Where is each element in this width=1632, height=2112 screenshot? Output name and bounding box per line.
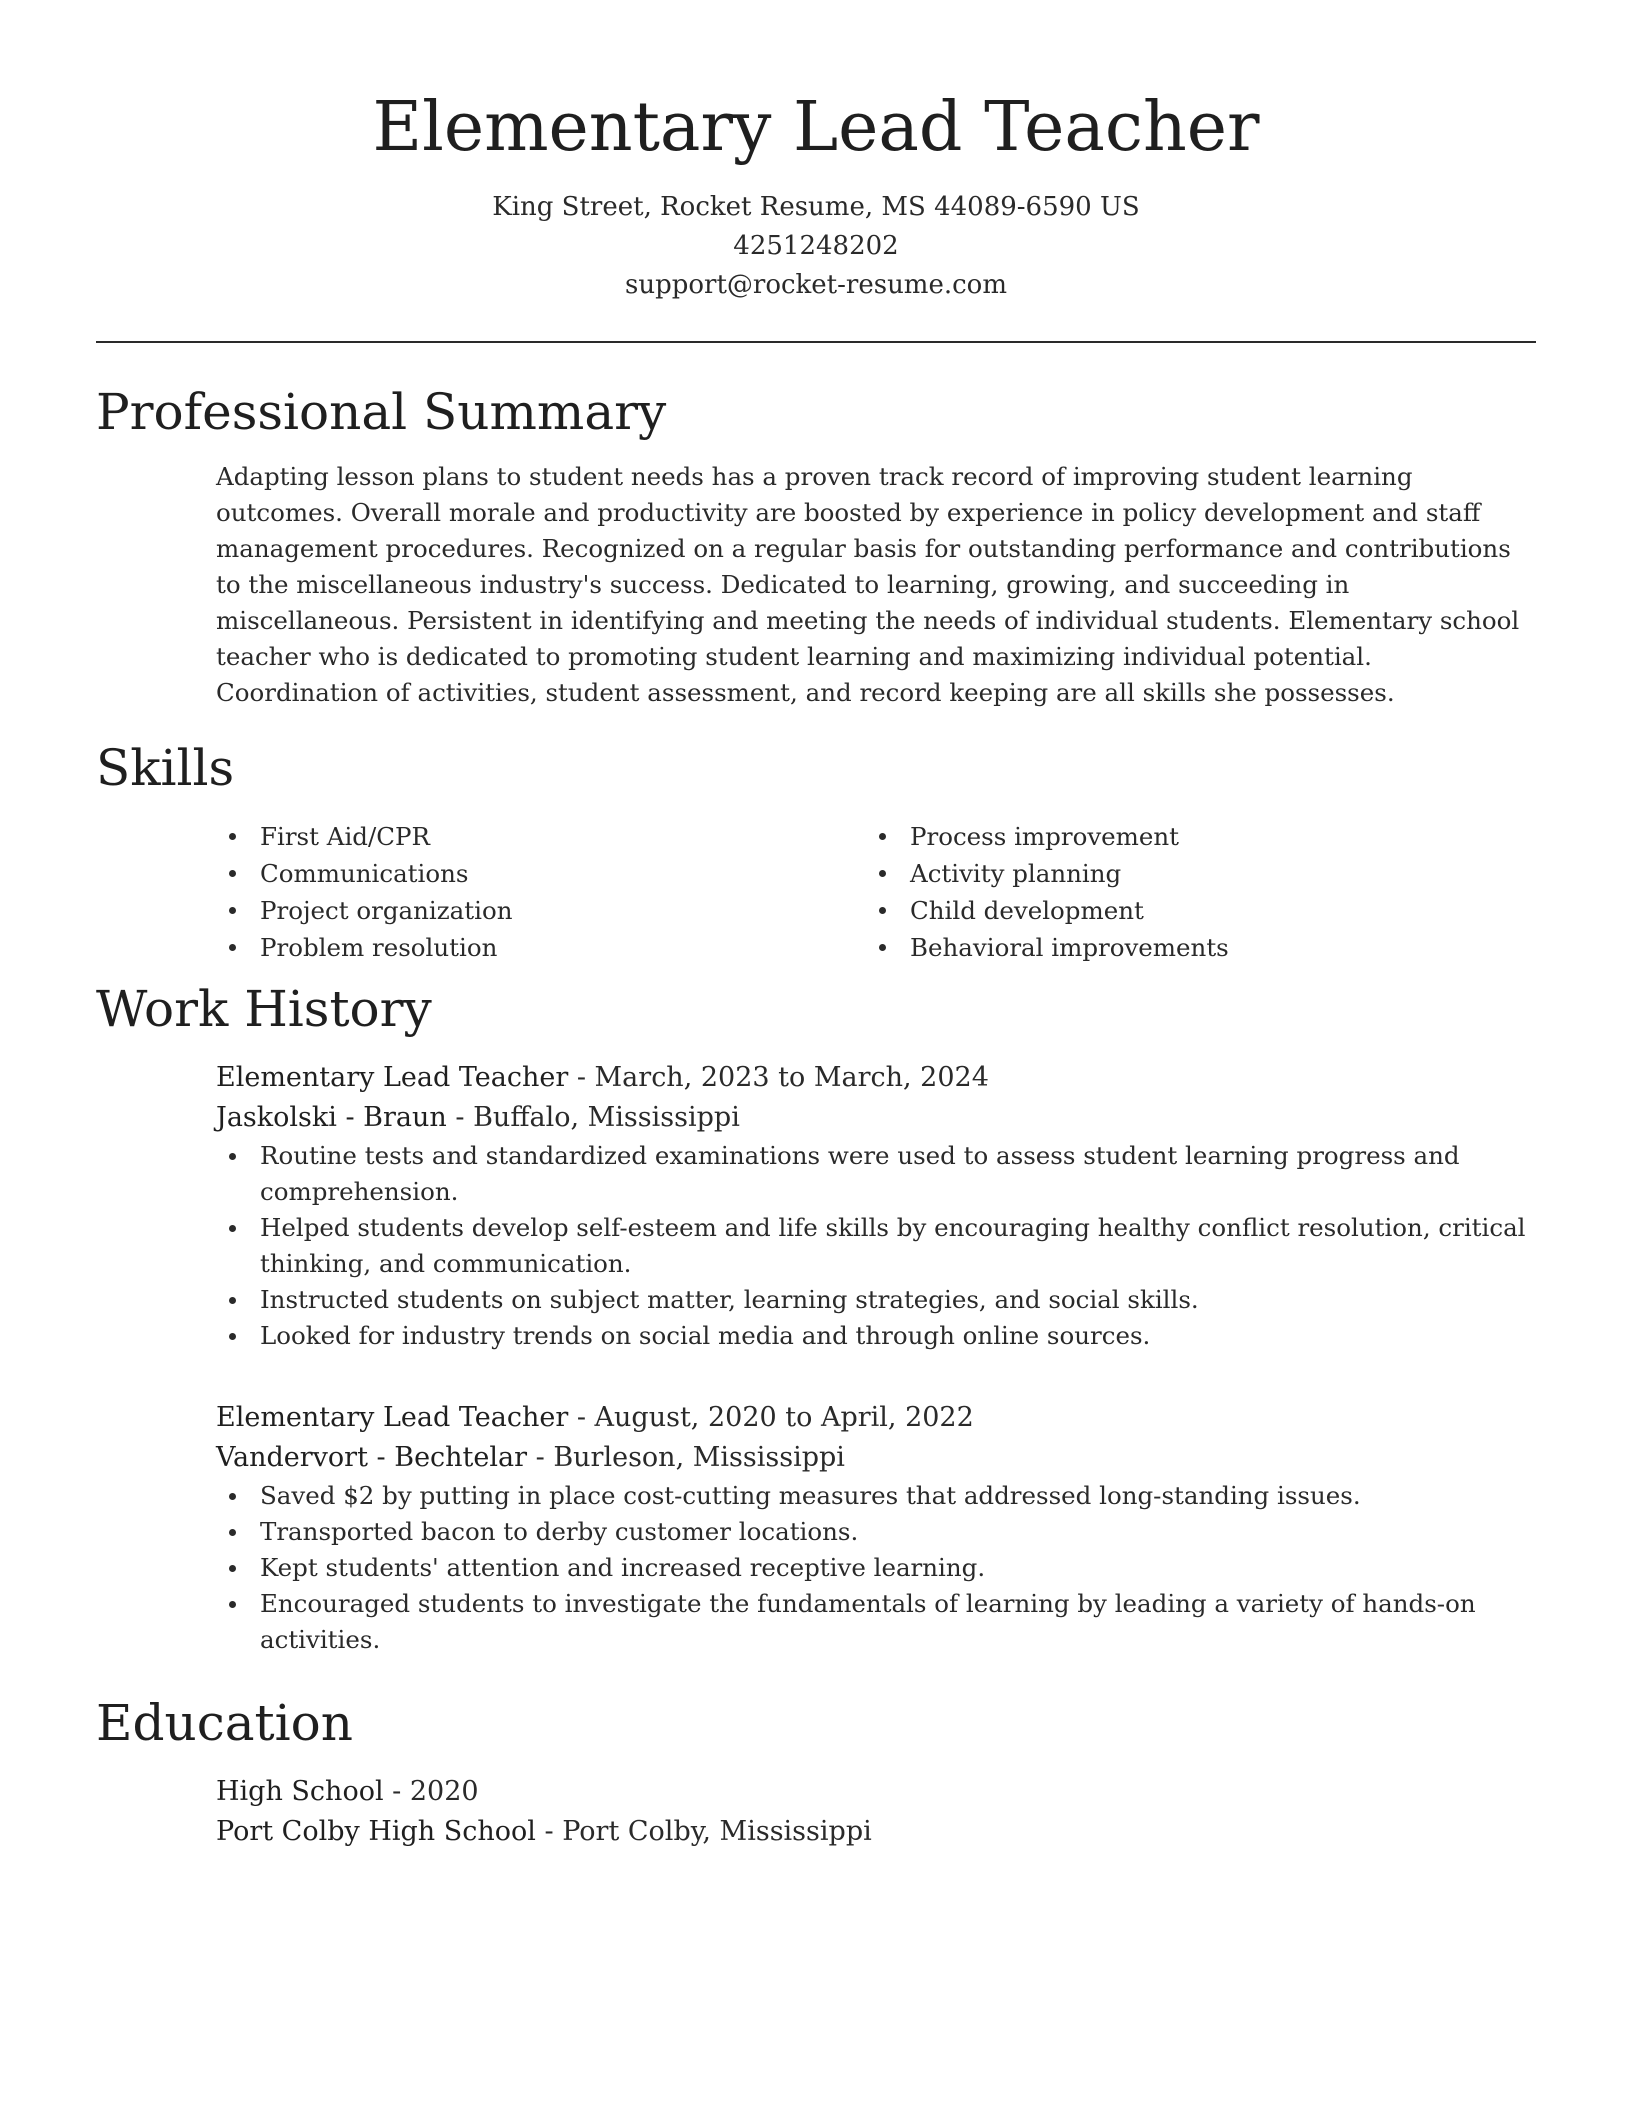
job-dates: - March, 2023 to March, 2024 [568, 1062, 989, 1093]
skill-item: Problem resolution [216, 929, 866, 966]
skills-column-right [866, 818, 1516, 966]
skill-item: Communications [216, 855, 866, 892]
section-title-education: Education [96, 1694, 353, 1752]
job-company-line [216, 1438, 1536, 1478]
job-duty: Instructed students on subject matter, learning strategies, and social skills. [216, 1282, 1536, 1318]
education-school: Port Colby High School [216, 1816, 536, 1847]
skill-item: Activity planning [866, 855, 1516, 892]
contact-info [96, 188, 1536, 305]
section-title-summary: Professional Summary [96, 383, 667, 441]
education-degree-line [216, 1772, 1536, 1812]
email: support@rocket-resume.com [624, 270, 1007, 300]
header-divider [96, 341, 1536, 343]
education-year: - 2020 [383, 1776, 479, 1807]
job-title-line [216, 1398, 1536, 1438]
skill-item: Project organization [216, 892, 866, 929]
job-company-line [216, 1098, 1536, 1138]
education-degree: High School [216, 1776, 384, 1807]
job-role: Elementary Lead Teacher [216, 1062, 569, 1093]
skill-item: Process improvement [866, 818, 1516, 855]
skill-item: Behavioral improvements [866, 929, 1516, 966]
job-location: - Burleson, Mississippi [527, 1442, 845, 1473]
education-school-line [216, 1812, 1536, 1852]
job-duty: Helped students develop self-esteem and life skills by encouraging healthy conflict resolution, critical thinking, and communication. [216, 1210, 1536, 1282]
job-duty: Looked for industry trends on social media and through online sources. [216, 1318, 1536, 1354]
skills-list [216, 818, 1536, 966]
education-entry [216, 1772, 1536, 1852]
skill-item: Child development [866, 892, 1516, 929]
job-dates: - August, 2020 to April, 2022 [568, 1402, 974, 1433]
section-title-skills: Skills [96, 739, 235, 797]
job-role: Elementary Lead Teacher [216, 1402, 569, 1433]
job-entry [216, 1398, 1536, 1658]
phone: 4251248202 [733, 231, 899, 261]
job-duty: Encouraged students to investigate the fundamentals of learning by leading a variety of hands-on activities. [216, 1586, 1536, 1658]
job-duties [216, 1138, 1536, 1354]
job-company: Vandervort - Bechtelar [216, 1442, 528, 1473]
section-title-work-history: Work History [96, 980, 432, 1038]
job-duty: Kept students' attention and increased receptive learning. [216, 1550, 1536, 1586]
education-location: - Port Colby, Mississippi [535, 1816, 872, 1847]
resume-header [96, 82, 1536, 305]
job-company: Jaskolski - Braun [216, 1102, 447, 1133]
address: King Street, Rocket Resume, MS 44089-6590 US [492, 192, 1140, 222]
job-duty: Saved $2 by putting in place cost-cutting measures that addressed long-standing issues. [216, 1478, 1536, 1514]
job-duty: Routine tests and standardized examinations were used to assess student learning progress and comprehension. [216, 1138, 1536, 1210]
skill-item: First Aid/CPR [216, 818, 866, 855]
summary-text: Adapting lesson plans to student needs has a proven track record of improving student learning outcomes. Overall morale and productivity are boosted by experience in policy development and staff management procedures. Recognized on a regular basis for outstanding performance and contributions to the miscellaneous industry's success. Dedicated to learning, growing, and succeeding in miscellaneous. Persistent in identifying and meeting the needs of individual students. Elementary school teacher who is dedicated to promoting student learning and maximizing individual potential. Coordination of activities, student assessment, and record keeping are all skills she possesses. [216, 462, 1520, 707]
job-location: - Buffalo, Mississippi [446, 1102, 740, 1133]
candidate-name: Elementary Lead Teacher [372, 88, 1260, 167]
job-duties [216, 1478, 1536, 1658]
job-title-line [216, 1058, 1536, 1098]
skills-column-left [216, 818, 866, 966]
job-entry [216, 1058, 1536, 1354]
job-duty: Transported bacon to derby customer locations. [216, 1514, 1536, 1550]
